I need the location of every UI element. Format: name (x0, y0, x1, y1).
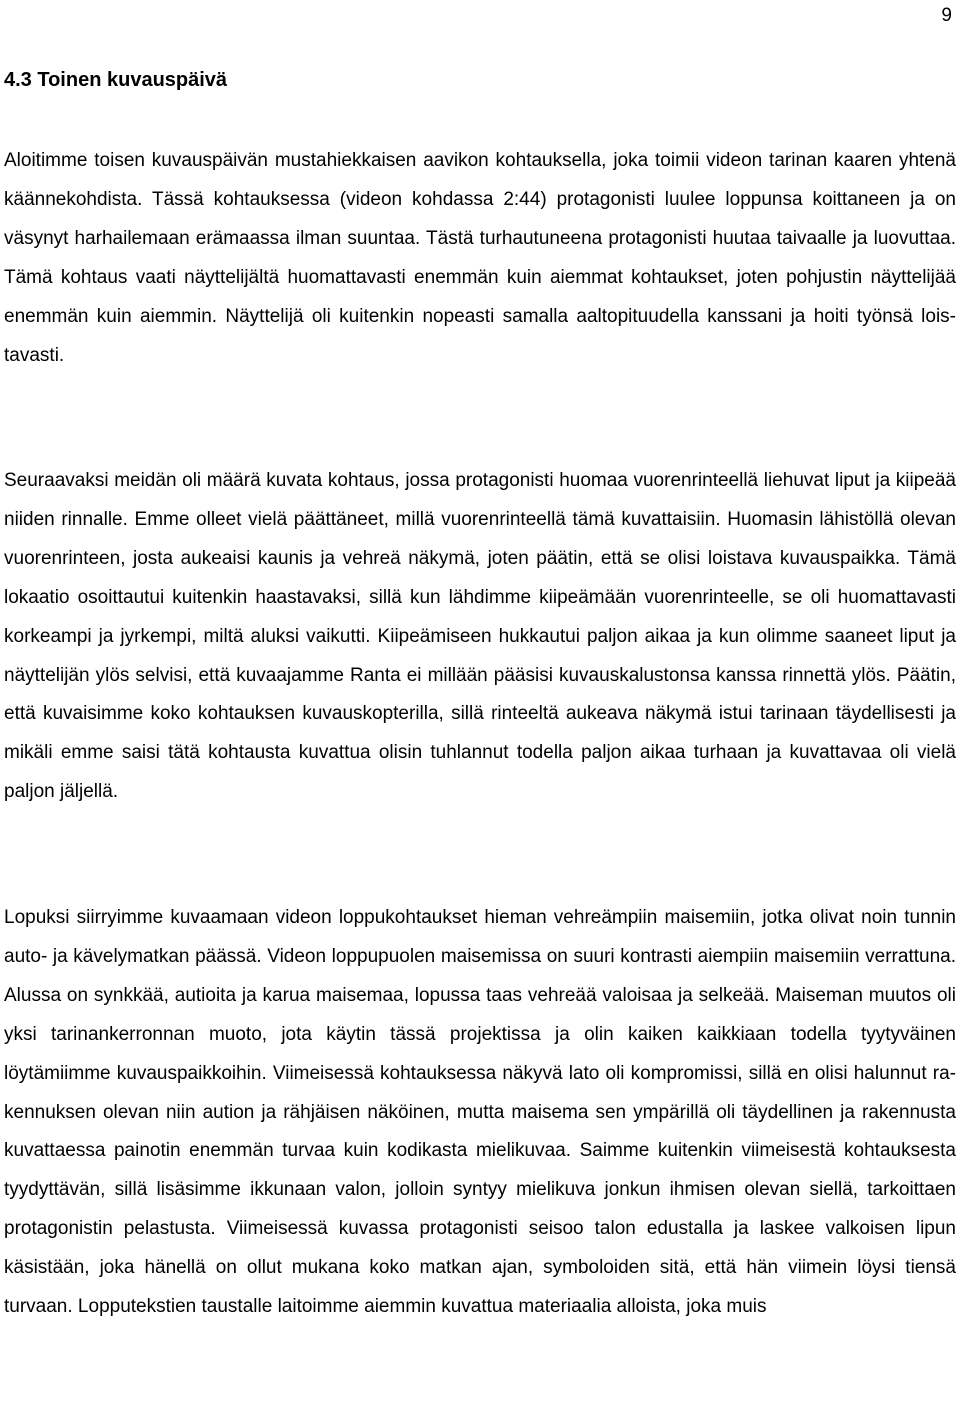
page-number: 9 (941, 5, 952, 26)
section-heading: 4.3 Toinen kuvauspäivä (4, 69, 228, 91)
paragraph-2: Seuraavaksi meidän oli määrä kuvata kohtaus, jossa protagonisti huomaa vuorenrinteellä liehuvat liput ja kiipeää niiden rinnalle. Emme olleet vielä päättäneet, millä vuorenrinteellä tämä kuvattaisiin. Huomasin lähistöllä olevan vuorenrinteen, josta aukeaisi kaunis ja vehreä näkymä, joten päätin, että se olisi loistava kuvauspaikka. Tämä lokaatio osoittautui kuitenkin haastavaksi, sillä kun lähdimme kiipeämään vuorenrinteelle, se oli huomattavasti korkeampi ja jyrkempi, miltä aluksi vaikutti. Kiipeämiseen hukkautui paljon aikaa ja kun olimme saaneet liput ja näyttelijän ylös selvisi, että kuvaajamme Ranta ei millään pääsisi kuvauskalustonsa kanssa rinnettä ylös. Päätin, että kuvaisimme koko kohtauksen kuvauskopterilla, sillä rinteeltä aukeava näkymä istui tarinaan täydellisesti ja mikäli emme saisi tätä kohtausta kuvattua olisin tuhlannut todella paljon aikaa turhaan ja kuvattavaa oli vielä paljon jäljellä. (4, 470, 956, 803)
paragraph-3: Lopuksi siirryimme kuvaamaan videon loppukohtaukset hieman vehreämpiin maisemiin, jotka olivat noin tunnin auto- ja kävelymatkan päässä. Videon loppupuolen maisemissa on suuri kontrasti aiempiin maisemiin verrattuna. Alussa on synkkää, autioita ja karua maisemaa, lopussa taas vehreää valoisaa ja selkeää. Maiseman muutos oli yksi tarinankerronnan muoto, jota käytin tässä projektissa ja olin kaiken kaikkiaan todella tyytyväinen löytämiimme kuvauspaikkoihin. Viimeisessä kohtauksessa näkyvä lato oli kompromissi, sillä en olisi halunnut rakennuksen olevan niin aution ja rähjäisen näköinen, mutta maisema sen ympärillä oli täydellinen ja rakennusta kuvattaessa painotin enemmän turvaa kuin kodikasta mielikuvaa. Saimme kuitenkin viimeisestä kohtauksesta tyydyttävän, sillä lisäsimme ikkunaan valon, jolloin syntyy mielikuva jonkun ihmisen olevan siellä, tarkoittaen protagonistin pelastusta. Viimeisessä kuvassa protagonisti seisoo talon edustalla ja laskee valkoisen lipun käsistään, joka hänellä on ollut mukana koko matkan ajan, symboloiden sitä, että hän viimein löysi tiensä turvaan. Lopputekstien taustalle laitoimme aiemmin kuvattua materiaalia alloista, joka muis (4, 907, 956, 1318)
paragraph-1: Aloitimme toisen kuvauspäivän mustahiekkaisen aavikon kohtauksella, joka toimii videon tarinan kaaren yhtenä käännekohdista. Tässä kohtauksessa (videon kohdassa 2:44) protagonisti luulee loppunsa koittaneen ja on väsynyt harhailemaan erämaassa ilman suuntaa. Tästä turhautuneena protagonisti huutaa taivaalle ja luovuttaa. Tämä kohtaus vaati näyttelijältä huomattavasti enemmän kuin aiemmat kohtaukset, joten pohjustin näyttelijää enemmän kuin aiemmin. Näyttelijä oli kuitenkin nopeasti samalla aaltopituudella kanssani ja hoiti työnsä loistavasti. (4, 150, 956, 366)
